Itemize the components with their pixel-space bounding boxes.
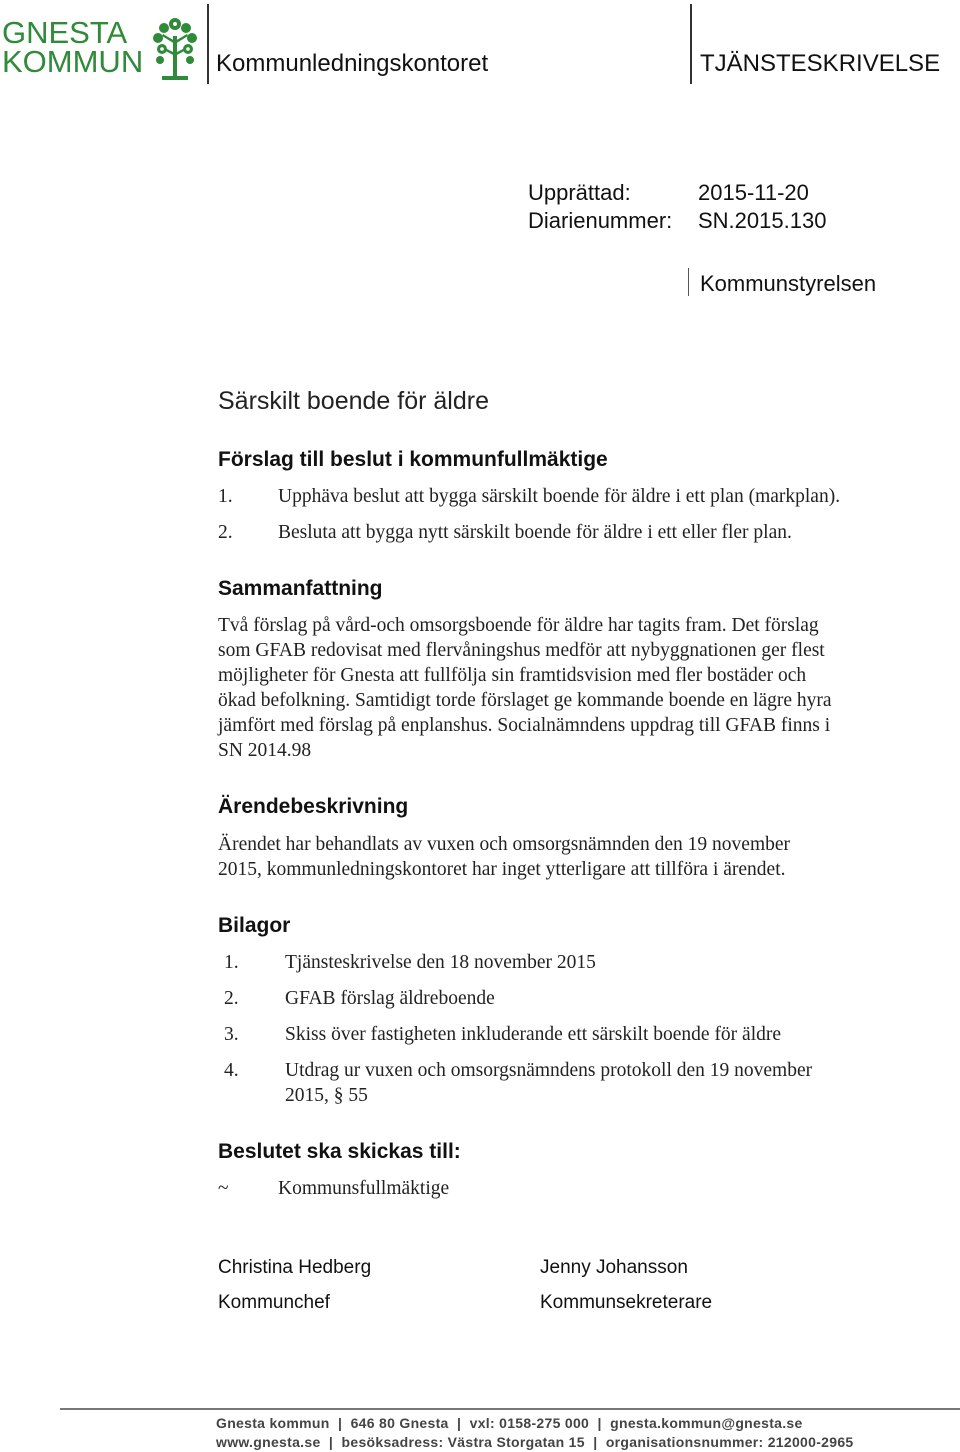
document-type: TJÄNSTESKRIVELSE <box>700 50 941 77</box>
recipient: Kommunstyrelsen <box>700 271 877 296</box>
recipient-marker <box>688 268 689 296</box>
created-date: 2015-11-20 <box>698 180 809 205</box>
summary-heading: Sammanfattning <box>218 577 383 600</box>
send-to-heading: Beslutet ska skickas till: <box>218 1140 461 1163</box>
footer-address-line: www.gnesta.se | besöksadress: Västra Storgatan 15 | organisationsnummer: 212000-2965 <box>216 1434 854 1450</box>
summary-line: SN 2014.98 <box>218 740 312 761</box>
signatory-role: Kommunsekreterare <box>540 1292 713 1313</box>
attachments-heading: Bilagor <box>218 914 291 937</box>
logo-text-line2: KOMMUN <box>2 44 144 79</box>
attachment-num: 1. <box>224 952 239 973</box>
summary-line: Två förslag på vård-och omsorgsboende för äldre har tagits fram. Det förslag <box>218 615 819 636</box>
page-title: Särskilt boende för äldre <box>218 387 489 415</box>
header-divider-right <box>690 4 692 84</box>
attachment-num: 3. <box>224 1024 239 1045</box>
send-to-recipient: Kommunsfullmäktige <box>278 1178 450 1199</box>
tree-emblem-icon <box>150 14 200 84</box>
summary-line: ökad befolkning. Samtidigt torde förslaget ge kommande boende en lägre hyra <box>218 690 832 711</box>
description-heading: Ärendebeskrivning <box>218 795 409 818</box>
summary-line: som GFAB redovisat med flervåningshus medför att nybyggnationen ger flest <box>218 640 825 661</box>
footer-divider <box>60 1408 960 1410</box>
created-label: Upprättad: <box>528 180 631 205</box>
summary-line: möjligheter för Gnesta att fullfölja sin framtidsvision med fler bostäder och <box>218 665 807 686</box>
description-line: 2015, kommunledningskontoret har inget ytterligare att tillföra i ärendet. <box>218 859 786 880</box>
proposal-heading: Förslag till beslut i kommunfullmäktige <box>218 448 608 471</box>
description-line: Ärendet har behandlats av vuxen och omsorgsnämnden den 19 november <box>218 834 791 855</box>
attachment-text: Utdrag ur vuxen och omsorgsnämndens protokoll den 19 november <box>285 1060 813 1081</box>
proposal-item-num: 1. <box>218 486 233 507</box>
signatory-name: Christina Hedberg <box>218 1257 372 1278</box>
proposal-item-num: 2. <box>218 522 233 543</box>
send-to-bullet: ~ <box>218 1178 229 1199</box>
proposal-item-text: Besluta att bygga nytt särskilt boende för äldre i ett eller fler plan. <box>278 522 792 543</box>
diary-label: Diarienummer: <box>528 208 673 233</box>
signatory-role: Kommunchef <box>218 1292 330 1313</box>
gnesta-logo <box>2 14 202 84</box>
attachment-num: 2. <box>224 988 239 1009</box>
signatory-name: Jenny Johansson <box>540 1257 688 1278</box>
logo-text-line1: GNESTA <box>2 15 128 50</box>
diary-number: SN.2015.130 <box>698 208 827 233</box>
attachment-text: Tjänsteskrivelse den 18 november 2015 <box>285 952 596 973</box>
department-name: Kommunledningskontoret <box>216 50 489 77</box>
attachment-text: Skiss över fastigheten inkluderande ett särskilt boende för äldre <box>285 1024 782 1045</box>
footer-contact-line: Gnesta kommun | 646 80 Gnesta | vxl: 0158-275 000 | gnesta.kommun@gnesta.se <box>216 1415 803 1431</box>
attachment-text: GFAB förslag äldreboende <box>285 988 495 1009</box>
summary-line: jämfört med förslag på enplanshus. Socialnämndens uppdrag till GFAB finns i <box>218 715 831 736</box>
attachment-text-continued: 2015, § 55 <box>285 1085 368 1106</box>
header-divider-left <box>207 4 209 84</box>
proposal-item-text: Upphäva beslut att bygga särskilt boende för äldre i ett plan (markplan). <box>278 486 841 507</box>
attachment-num: 4. <box>224 1060 239 1081</box>
